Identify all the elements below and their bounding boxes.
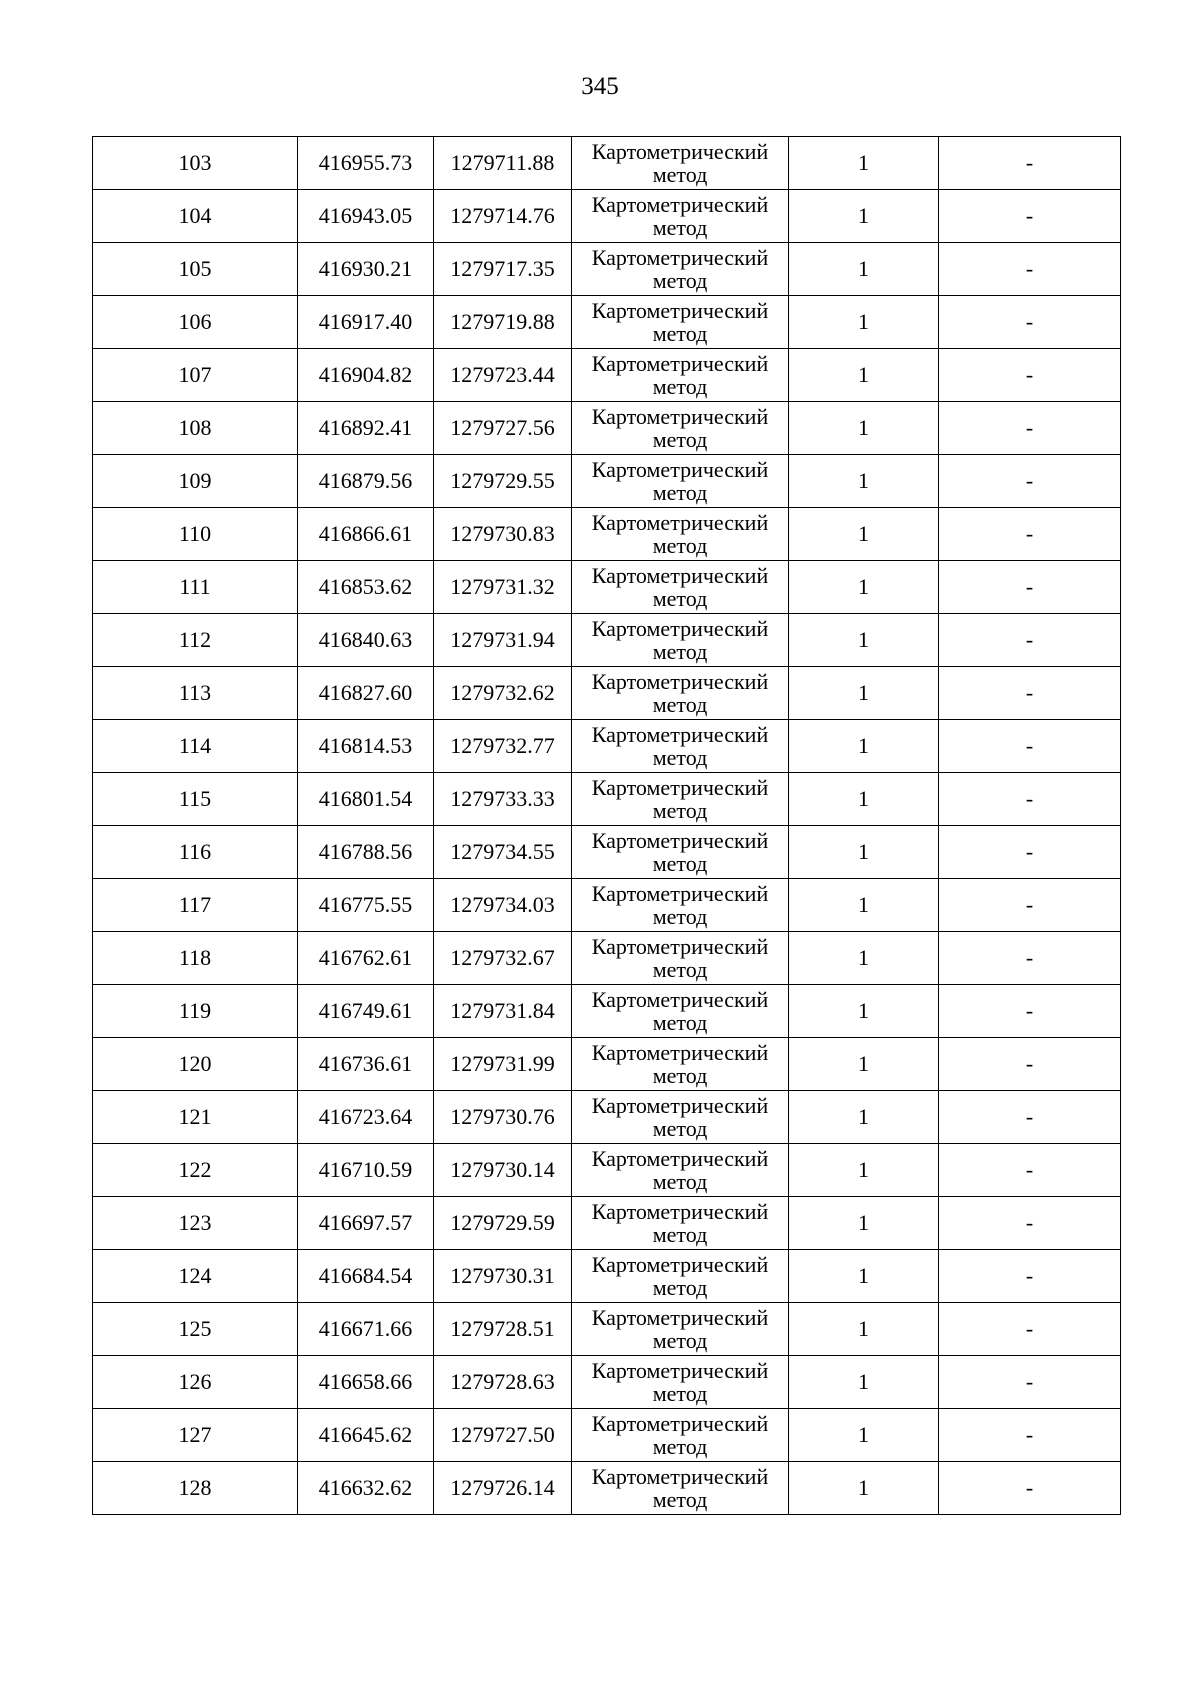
- method-cell: [572, 1038, 789, 1091]
- table-row: [93, 720, 1121, 773]
- method-line-2: метод: [652, 798, 708, 823]
- method-line-2: метод: [652, 162, 708, 187]
- method-line-2: метод: [652, 1487, 708, 1512]
- y-coordinate-cell: 1279731.84: [434, 985, 572, 1038]
- method-line-2: метод: [652, 586, 708, 611]
- point-number-cell: 108: [93, 402, 298, 455]
- x-coordinate-cell: 416671.66: [298, 1303, 434, 1356]
- accuracy-cell: 1: [789, 296, 939, 349]
- method-cell: [572, 508, 789, 561]
- accuracy-cell: 1: [789, 508, 939, 561]
- x-coordinate-cell: 416904.82: [298, 349, 434, 402]
- note-cell: -: [939, 1356, 1121, 1409]
- table-row: [93, 826, 1121, 879]
- y-coordinate-cell: 1279733.33: [434, 773, 572, 826]
- method-line-1: Картометрический: [591, 404, 769, 429]
- method-line-1: Картометрический: [591, 616, 769, 641]
- x-coordinate-cell: 416930.21: [298, 243, 434, 296]
- point-number-cell: 110: [93, 508, 298, 561]
- method-line-2: метод: [652, 321, 708, 346]
- method-cell: [572, 349, 789, 402]
- note-cell: -: [939, 1303, 1121, 1356]
- accuracy-cell: 1: [789, 932, 939, 985]
- x-coordinate-cell: 416736.61: [298, 1038, 434, 1091]
- y-coordinate-cell: 1279731.94: [434, 614, 572, 667]
- y-coordinate-cell: 1279734.55: [434, 826, 572, 879]
- method-line-2: метод: [652, 851, 708, 876]
- method-line-2: метод: [652, 215, 708, 240]
- table-row: [93, 190, 1121, 243]
- note-cell: -: [939, 1409, 1121, 1462]
- coordinates-table: [92, 136, 1121, 1515]
- method-line-2: метод: [652, 533, 708, 558]
- method-cell: [572, 985, 789, 1038]
- method-cell: [572, 137, 789, 190]
- x-coordinate-cell: 416723.64: [298, 1091, 434, 1144]
- point-number-cell: 117: [93, 879, 298, 932]
- y-coordinate-cell: 1279727.56: [434, 402, 572, 455]
- note-cell: -: [939, 614, 1121, 667]
- point-number-cell: 107: [93, 349, 298, 402]
- note-cell: -: [939, 508, 1121, 561]
- y-coordinate-cell: 1279732.62: [434, 667, 572, 720]
- table-row: [93, 879, 1121, 932]
- method-cell: [572, 455, 789, 508]
- method-line-1: Картометрический: [591, 669, 769, 694]
- coordinates-table-body: [93, 137, 1121, 1515]
- accuracy-cell: 1: [789, 1144, 939, 1197]
- table-row: [93, 561, 1121, 614]
- table-row: [93, 402, 1121, 455]
- x-coordinate-cell: 416801.54: [298, 773, 434, 826]
- method-line-2: метод: [652, 639, 708, 664]
- table-row: [93, 985, 1121, 1038]
- method-line-2: метод: [652, 1275, 708, 1300]
- method-cell: [572, 932, 789, 985]
- method-line-2: метод: [652, 480, 708, 505]
- x-coordinate-cell: 416866.61: [298, 508, 434, 561]
- x-coordinate-cell: 416697.57: [298, 1197, 434, 1250]
- method-line-2: метод: [652, 1381, 708, 1406]
- table-row: [93, 137, 1121, 190]
- table-row: [93, 773, 1121, 826]
- note-cell: -: [939, 296, 1121, 349]
- table-row: [93, 1356, 1121, 1409]
- note-cell: -: [939, 1197, 1121, 1250]
- y-coordinate-cell: 1279730.83: [434, 508, 572, 561]
- method-line-1: Картометрический: [591, 457, 769, 482]
- point-number-cell: 119: [93, 985, 298, 1038]
- x-coordinate-cell: 416879.56: [298, 455, 434, 508]
- point-number-cell: 104: [93, 190, 298, 243]
- method-line-1: Картометрический: [591, 510, 769, 535]
- y-coordinate-cell: 1279726.14: [434, 1462, 572, 1515]
- method-line-2: метод: [652, 1063, 708, 1088]
- accuracy-cell: 1: [789, 402, 939, 455]
- accuracy-cell: 1: [789, 1356, 939, 1409]
- point-number-cell: 118: [93, 932, 298, 985]
- method-line-2: метод: [652, 1222, 708, 1247]
- accuracy-cell: 1: [789, 1091, 939, 1144]
- method-line-1: Картометрический: [591, 1199, 769, 1224]
- method-cell: [572, 561, 789, 614]
- y-coordinate-cell: 1279730.14: [434, 1144, 572, 1197]
- y-coordinate-cell: 1279734.03: [434, 879, 572, 932]
- y-coordinate-cell: 1279727.50: [434, 1409, 572, 1462]
- table-row: [93, 1250, 1121, 1303]
- point-number-cell: 103: [93, 137, 298, 190]
- accuracy-cell: 1: [789, 455, 939, 508]
- x-coordinate-cell: 416658.66: [298, 1356, 434, 1409]
- method-cell: [572, 720, 789, 773]
- method-line-1: Картометрический: [591, 1464, 769, 1489]
- x-coordinate-cell: 416840.63: [298, 614, 434, 667]
- accuracy-cell: 1: [789, 1462, 939, 1515]
- table-row: [93, 508, 1121, 561]
- accuracy-cell: 1: [789, 826, 939, 879]
- y-coordinate-cell: 1279719.88: [434, 296, 572, 349]
- x-coordinate-cell: 416775.55: [298, 879, 434, 932]
- point-number-cell: 123: [93, 1197, 298, 1250]
- x-coordinate-cell: 416762.61: [298, 932, 434, 985]
- method-cell: [572, 1462, 789, 1515]
- y-coordinate-cell: 1279717.35: [434, 243, 572, 296]
- point-number-cell: 111: [93, 561, 298, 614]
- table-row: [93, 1462, 1121, 1515]
- method-line-1: Картометрический: [591, 722, 769, 747]
- point-number-cell: 109: [93, 455, 298, 508]
- method-line-2: метод: [652, 427, 708, 452]
- table-row: [93, 1091, 1121, 1144]
- method-cell: [572, 1303, 789, 1356]
- accuracy-cell: 1: [789, 1038, 939, 1091]
- x-coordinate-cell: 416749.61: [298, 985, 434, 1038]
- method-cell: [572, 402, 789, 455]
- accuracy-cell: 1: [789, 614, 939, 667]
- method-line-1: Картометрический: [591, 563, 769, 588]
- accuracy-cell: 1: [789, 1197, 939, 1250]
- point-number-cell: 114: [93, 720, 298, 773]
- method-line-1: Картометрический: [591, 881, 769, 906]
- point-number-cell: 127: [93, 1409, 298, 1462]
- x-coordinate-cell: 416917.40: [298, 296, 434, 349]
- method-line-2: метод: [652, 1116, 708, 1141]
- method-line-1: Картометрический: [591, 828, 769, 853]
- y-coordinate-cell: 1279731.32: [434, 561, 572, 614]
- point-number-cell: 126: [93, 1356, 298, 1409]
- method-cell: [572, 773, 789, 826]
- method-line-1: Картометрический: [591, 1411, 769, 1436]
- method-cell: [572, 1250, 789, 1303]
- method-line-1: Картометрический: [591, 1252, 769, 1277]
- note-cell: -: [939, 720, 1121, 773]
- method-line-1: Картометрический: [591, 1093, 769, 1118]
- method-cell: [572, 879, 789, 932]
- point-number-cell: 112: [93, 614, 298, 667]
- x-coordinate-cell: 416943.05: [298, 190, 434, 243]
- method-cell: [572, 826, 789, 879]
- point-number-cell: 128: [93, 1462, 298, 1515]
- method-cell: [572, 614, 789, 667]
- method-line-2: метод: [652, 374, 708, 399]
- point-number-cell: 122: [93, 1144, 298, 1197]
- accuracy-cell: 1: [789, 879, 939, 932]
- method-line-1: Картометрический: [591, 298, 769, 323]
- method-line-2: метод: [652, 1328, 708, 1353]
- x-coordinate-cell: 416788.56: [298, 826, 434, 879]
- point-number-cell: 106: [93, 296, 298, 349]
- y-coordinate-cell: 1279728.51: [434, 1303, 572, 1356]
- table-row: [93, 1144, 1121, 1197]
- table-row: [93, 455, 1121, 508]
- x-coordinate-cell: 416632.62: [298, 1462, 434, 1515]
- x-coordinate-cell: 416853.62: [298, 561, 434, 614]
- x-coordinate-cell: 416710.59: [298, 1144, 434, 1197]
- y-coordinate-cell: 1279731.99: [434, 1038, 572, 1091]
- page-number: 345: [581, 73, 619, 100]
- table-row: [93, 614, 1121, 667]
- table-row: [93, 932, 1121, 985]
- x-coordinate-cell: 416955.73: [298, 137, 434, 190]
- point-number-cell: 125: [93, 1303, 298, 1356]
- method-line-2: метод: [652, 692, 708, 717]
- method-line-2: метод: [652, 1010, 708, 1035]
- point-number-cell: 116: [93, 826, 298, 879]
- table-row: [93, 1409, 1121, 1462]
- accuracy-cell: 1: [789, 243, 939, 296]
- note-cell: -: [939, 826, 1121, 879]
- method-cell: [572, 296, 789, 349]
- point-number-cell: 124: [93, 1250, 298, 1303]
- y-coordinate-cell: 1279732.77: [434, 720, 572, 773]
- y-coordinate-cell: 1279714.76: [434, 190, 572, 243]
- accuracy-cell: 1: [789, 1409, 939, 1462]
- x-coordinate-cell: 416814.53: [298, 720, 434, 773]
- method-line-1: Картометрический: [591, 245, 769, 270]
- point-number-cell: 105: [93, 243, 298, 296]
- note-cell: -: [939, 667, 1121, 720]
- x-coordinate-cell: 416684.54: [298, 1250, 434, 1303]
- note-cell: -: [939, 1462, 1121, 1515]
- accuracy-cell: 1: [789, 985, 939, 1038]
- method-line-1: Картометрический: [591, 1305, 769, 1330]
- note-cell: -: [939, 402, 1121, 455]
- method-cell: [572, 1356, 789, 1409]
- x-coordinate-cell: 416827.60: [298, 667, 434, 720]
- method-line-2: метод: [652, 957, 708, 982]
- note-cell: -: [939, 1144, 1121, 1197]
- point-number-cell: 115: [93, 773, 298, 826]
- method-line-1: Картометрический: [591, 1146, 769, 1171]
- method-cell: [572, 243, 789, 296]
- note-cell: -: [939, 1038, 1121, 1091]
- note-cell: -: [939, 985, 1121, 1038]
- note-cell: -: [939, 879, 1121, 932]
- y-coordinate-cell: 1279730.76: [434, 1091, 572, 1144]
- note-cell: -: [939, 773, 1121, 826]
- method-cell: [572, 1409, 789, 1462]
- note-cell: -: [939, 243, 1121, 296]
- y-coordinate-cell: 1279729.55: [434, 455, 572, 508]
- table-row: [93, 349, 1121, 402]
- note-cell: -: [939, 455, 1121, 508]
- method-line-1: Картометрический: [591, 139, 769, 164]
- method-line-1: Картометрический: [591, 775, 769, 800]
- point-number-cell: 113: [93, 667, 298, 720]
- note-cell: -: [939, 1091, 1121, 1144]
- method-cell: [572, 1197, 789, 1250]
- method-line-1: Картометрический: [591, 192, 769, 217]
- method-line-2: метод: [652, 1434, 708, 1459]
- table-row: [93, 667, 1121, 720]
- accuracy-cell: 1: [789, 773, 939, 826]
- accuracy-cell: 1: [789, 190, 939, 243]
- method-line-2: метод: [652, 904, 708, 929]
- note-cell: -: [939, 1250, 1121, 1303]
- table-row: [93, 243, 1121, 296]
- method-line-1: Картометрический: [591, 934, 769, 959]
- point-number-cell: 120: [93, 1038, 298, 1091]
- note-cell: -: [939, 561, 1121, 614]
- method-line-1: Картометрический: [591, 987, 769, 1012]
- y-coordinate-cell: 1279729.59: [434, 1197, 572, 1250]
- y-coordinate-cell: 1279711.88: [434, 137, 572, 190]
- method-line-2: метод: [652, 745, 708, 770]
- accuracy-cell: 1: [789, 561, 939, 614]
- y-coordinate-cell: 1279723.44: [434, 349, 572, 402]
- accuracy-cell: 1: [789, 137, 939, 190]
- method-line-1: Картометрический: [591, 351, 769, 376]
- x-coordinate-cell: 416645.62: [298, 1409, 434, 1462]
- accuracy-cell: 1: [789, 349, 939, 402]
- table-row: [93, 1197, 1121, 1250]
- accuracy-cell: 1: [789, 667, 939, 720]
- method-cell: [572, 1091, 789, 1144]
- table-row: [93, 1303, 1121, 1356]
- note-cell: -: [939, 137, 1121, 190]
- accuracy-cell: 1: [789, 720, 939, 773]
- accuracy-cell: 1: [789, 1250, 939, 1303]
- method-cell: [572, 1144, 789, 1197]
- table-row: [93, 1038, 1121, 1091]
- method-cell: [572, 190, 789, 243]
- y-coordinate-cell: 1279730.31: [434, 1250, 572, 1303]
- method-cell: [572, 667, 789, 720]
- note-cell: -: [939, 932, 1121, 985]
- x-coordinate-cell: 416892.41: [298, 402, 434, 455]
- y-coordinate-cell: 1279732.67: [434, 932, 572, 985]
- note-cell: -: [939, 190, 1121, 243]
- method-line-1: Картометрический: [591, 1040, 769, 1065]
- note-cell: -: [939, 349, 1121, 402]
- table-row: [93, 296, 1121, 349]
- accuracy-cell: 1: [789, 1303, 939, 1356]
- method-line-2: метод: [652, 268, 708, 293]
- method-line-2: метод: [652, 1169, 708, 1194]
- method-line-1: Картометрический: [591, 1358, 769, 1383]
- point-number-cell: 121: [93, 1091, 298, 1144]
- y-coordinate-cell: 1279728.63: [434, 1356, 572, 1409]
